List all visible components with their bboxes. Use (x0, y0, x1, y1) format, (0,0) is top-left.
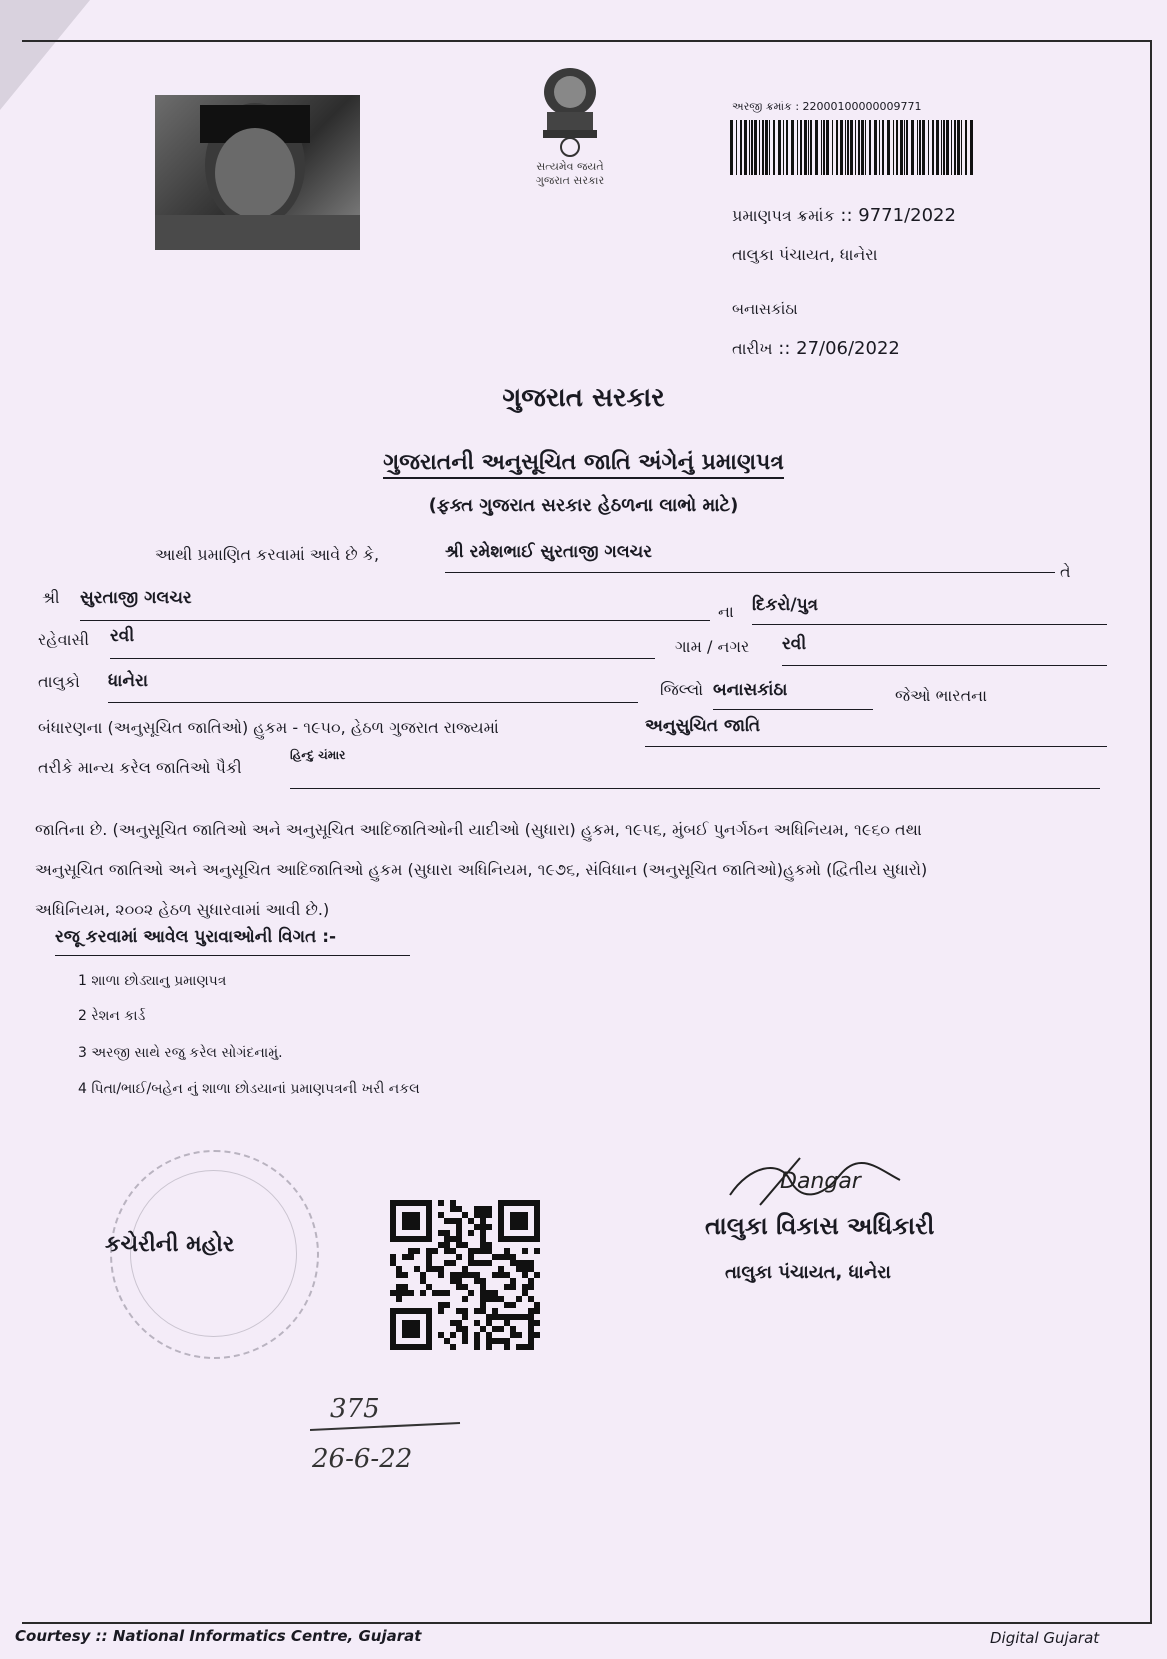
signature-text: Dangar (780, 1169, 861, 1194)
officer-signature (720, 1150, 910, 1210)
issuing-office: તાલુકા પંચાયત, ધાનેરા (732, 245, 878, 264)
application-number: અરજી ક્રમાંક : 22000100000009771 (732, 100, 922, 113)
evidence-item: 3 અરજી સાથે રજુ કરેલ સોગંદનામું. (78, 1045, 283, 1061)
certificate-title (0, 450, 1167, 475)
paragraph-line: અધિનિયમ, ૨૦૦૨ હેઠળ સુધારવામાં આવી છે.) (35, 900, 330, 919)
certificate-number-label: પ્રમાણપત્ર ક્રમાંક (732, 206, 835, 225)
resident-label: રહેવાસી (38, 630, 90, 649)
shri-label: શ્રી (42, 588, 60, 607)
evidence-item: 1 શાળા છોડ્યાનુ પ્રમાણપત્ર (78, 973, 227, 989)
district-value: બનાસકાંઠા (713, 680, 873, 710)
issue-date (732, 338, 900, 359)
qr-code-icon (390, 1200, 540, 1350)
footer-courtesy: Courtesy :: National Informatics Centre, Gujarat (15, 1627, 422, 1645)
te-text: તે (1060, 562, 1071, 581)
officer-title: તાલુકા વિકાસ અધિકારી (705, 1212, 935, 1240)
issue-date-value: :: 27/06/2022 (778, 338, 900, 359)
issue-date-label: તારીખ (732, 339, 773, 358)
district-label: જિલ્લો (660, 680, 704, 699)
emblem-motto: સત્યમેવ જયતે (536, 160, 604, 173)
emblem-caption: ગુજરાત સરકાર (535, 174, 605, 187)
caste-line (290, 748, 1100, 789)
paragraph-line: જાતિના છે. (અનુસૂચિત જાતિઓ અને અનુસૂચિત આદિજાતિઓની યાદીઓ (સુધારા) હુકમ, ૧૯૫૬, મુંબઈ પુનર્ગઠન અધિનિયમ, ૧૯૬૦ તથા (35, 820, 922, 839)
category-value: અનુસુચિત જાતિ (645, 716, 1107, 747)
officer-office: તાલુકા પંચાયત, ધાનેરા (725, 1262, 891, 1283)
certificate-number-value: :: 9771/2022 (840, 205, 956, 226)
certificate-subtitle: (ફક્ત ગુજરાત સરકાર હેઠળના લાભો માટે) (428, 495, 739, 516)
who-india-text: જેઓ ભારતના (895, 686, 988, 705)
handwritten-note (310, 1385, 470, 1485)
caste-value: હિન્દુ ચંમાર (290, 748, 346, 762)
village-value: રવી (782, 634, 1107, 666)
taluka-label: તાલુકો (38, 672, 80, 691)
relation: દિકરો/પુત્ર (752, 595, 1107, 625)
legal-paragraph (35, 810, 1115, 930)
recognized-text: તરીકે માન્ય કરેલ જાતિઓ પૈકી (38, 758, 242, 777)
certificate-title-text: ગુજરાતની અનુસૂચિત જાતિ અંગેનું પ્રમાણપત્ર (383, 450, 784, 479)
ashoka-emblem-icon (515, 62, 625, 212)
evidence-item: 2 રેશન કાર્ડ (78, 1008, 146, 1024)
paragraph-line: અનુસૂચિત જાતિઓ અને અનુસૂચિત આદિજાતિઓ હુકમ (સુધારા અધિનિયમ, ૧૯૭૬, સંવિધાન (અનુસૂચિત જાતિઓ)હુકમો (દ્વિતીય સુધારો) (35, 860, 928, 879)
evidence-item: 4 પિતા/ભાઈ/બહેન નું શાળા છોડયાનાં પ્રમાણપત્રની ખરી નકલ (78, 1081, 420, 1097)
applicant-name: શ્રી રમેશભાઈ સુરતાજી ગલચર (445, 542, 1055, 573)
intro-text: આથી પ્રમાણિત કરવામાં આવે છે કે, (155, 545, 380, 564)
taluka-value: ધાનેરા (108, 671, 638, 703)
handwritten-number: 375 (330, 1394, 380, 1424)
na-text: ના (718, 602, 734, 621)
handwritten-date: 26-6-22 (312, 1444, 413, 1474)
government-heading: ગુજરાત સરકાર (502, 383, 665, 413)
resident-value: રવી (110, 626, 655, 659)
village-label: ગામ / નગર (675, 637, 750, 656)
applicant-photo (155, 95, 360, 250)
seal-label: કચેરીની મહોર (105, 1232, 235, 1257)
father-name: સુરતાજી ગલચર (80, 588, 710, 621)
constitution-text: બંધારણના (અનુસૂચિત જાતિઓ) હુકમ - ૧૯૫૦, હેઠળ ગુજરાત રાજ્યમાં (38, 718, 499, 737)
evidence-heading: રજૂ કરવામાં આવેલ પુરાવાઓની વિગત :- (55, 927, 410, 956)
issuing-district: બનાસકાંઠા (732, 300, 798, 318)
certificate-number (732, 205, 956, 226)
barcode-icon (730, 120, 975, 175)
footer-brand: Digital Gujarat (990, 1629, 1100, 1647)
